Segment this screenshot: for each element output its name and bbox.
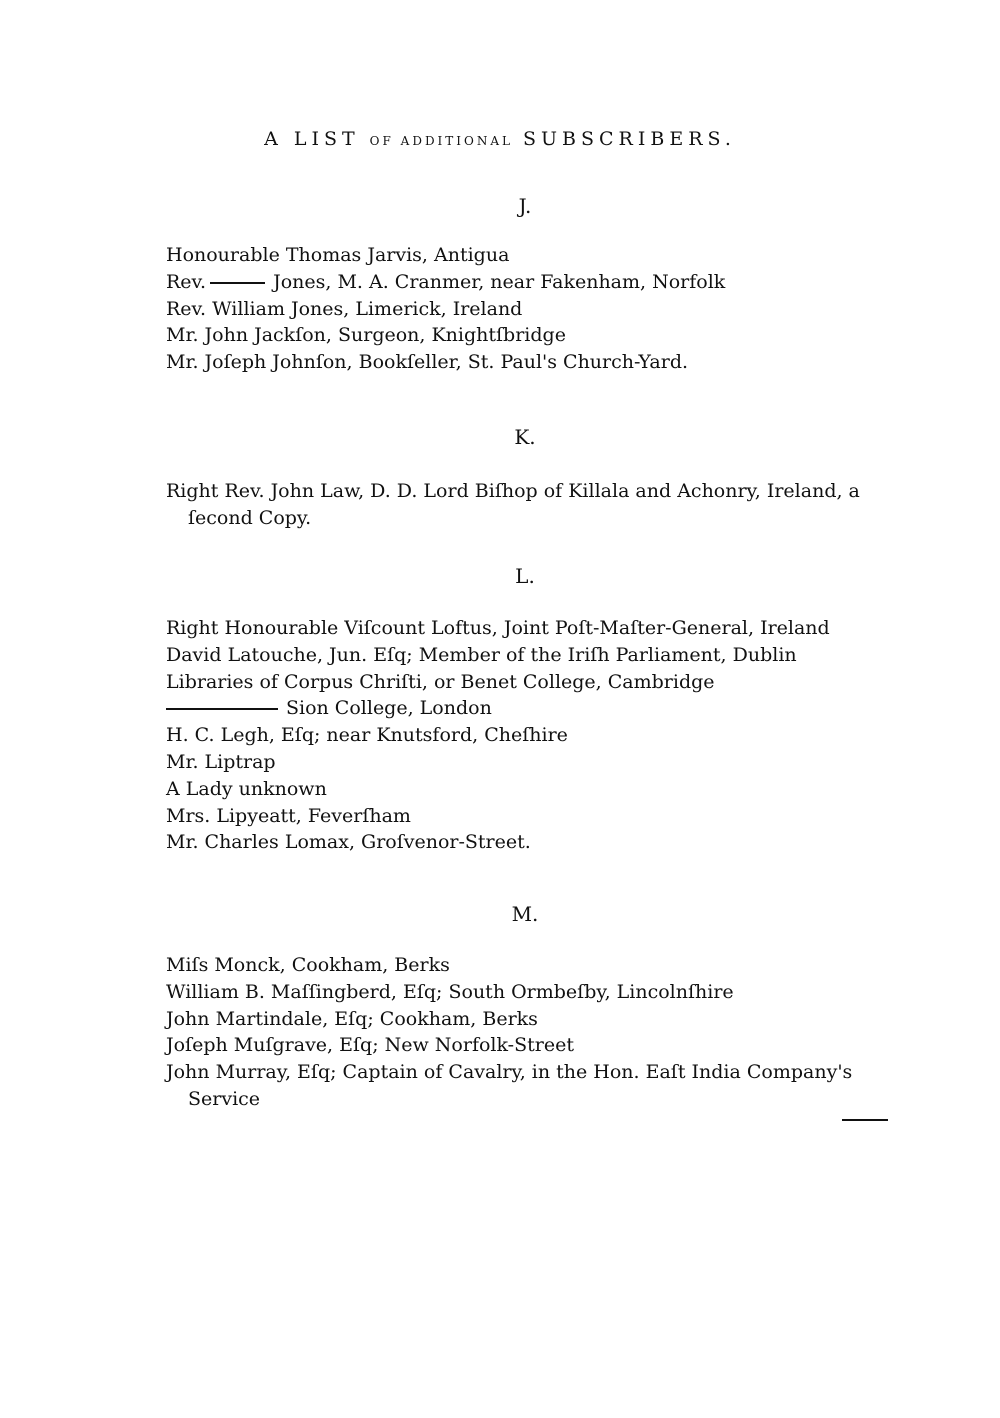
list-item: Honourable Thomas Jarvis, Antigua	[166, 244, 510, 266]
section-l-list	[166, 615, 891, 856]
list-item: Right Honourable Viſcount Loftus, Joint Poſt-Maſter-General, Ireland	[166, 617, 830, 639]
page-title	[0, 128, 1000, 150]
list-item: Mrs. Lipyeatt, Feverſham	[166, 804, 411, 827]
section-heading-m: M.	[511, 902, 539, 926]
title-part-2: OF ADDITIONAL	[369, 134, 514, 148]
list-item: Mr. Joſeph Johnſon, Bookſeller, St. Paul's Church-Yard.	[166, 351, 689, 374]
end-rule	[842, 1119, 888, 1121]
section-k-list	[166, 478, 891, 532]
section-j-list	[166, 242, 891, 376]
list-item: John Murray, Eſq; Captain of Cavalry, in the Hon. Eaſt India Company's Service	[166, 1061, 853, 1110]
list-item: Mr. Charles Lomax, Groſvenor-Street.	[166, 831, 531, 854]
list-item: A Lady unknown	[166, 777, 327, 800]
list-item: Mr. Liptrap	[166, 750, 276, 773]
list-item: John Martindale, Eſq; Cookham, Berks	[166, 1007, 538, 1030]
section-heading-k: K.	[514, 425, 536, 449]
section-heading-l: L.	[515, 564, 535, 588]
list-item: Joſeph Muſgrave, Eſq; New Norfolk-Street	[166, 1034, 574, 1057]
list-item: H. C. Legh, Eſq; near Knutsford, Cheſhire	[166, 724, 568, 747]
list-item: Libraries of Corpus Chriſti, or Benet College, Cambridge	[166, 670, 715, 693]
entry-prefix: Rev.	[166, 270, 207, 293]
dash-rule	[166, 708, 278, 710]
list-item: Miſs Monck, Cookham, Berks	[166, 954, 450, 976]
title-part-3: SUBSCRIBERS.	[523, 128, 736, 150]
list-item: Rev. William Jones, Limerick, Ireland	[166, 297, 523, 320]
list-item	[166, 695, 891, 722]
section-m-list	[166, 952, 891, 1113]
title-part-1: A LIST	[264, 128, 360, 150]
entry-text: Jones, M. A. Cranmer, near Fakenham, Norfolk	[273, 270, 726, 293]
section-heading-j: J.	[518, 194, 532, 218]
list-item: William B. Maſſingberd, Eſq; South Ormbeſby, Lincolnſhire	[166, 980, 734, 1003]
list-item: Mr. John Jackſon, Surgeon, Knightſbridge	[166, 324, 566, 347]
list-item: Right Rev. John Law, D. D. Lord Biſhop of Killala and Achonry, Ireland, a ſecond Copy.	[166, 480, 860, 529]
entry-text: Sion College, London	[286, 697, 492, 720]
list-item	[166, 269, 891, 296]
dash-rule	[210, 282, 265, 284]
list-item: David Latouche, Jun. Eſq; Member of the Iriſh Parliament, Dublin	[166, 643, 797, 666]
